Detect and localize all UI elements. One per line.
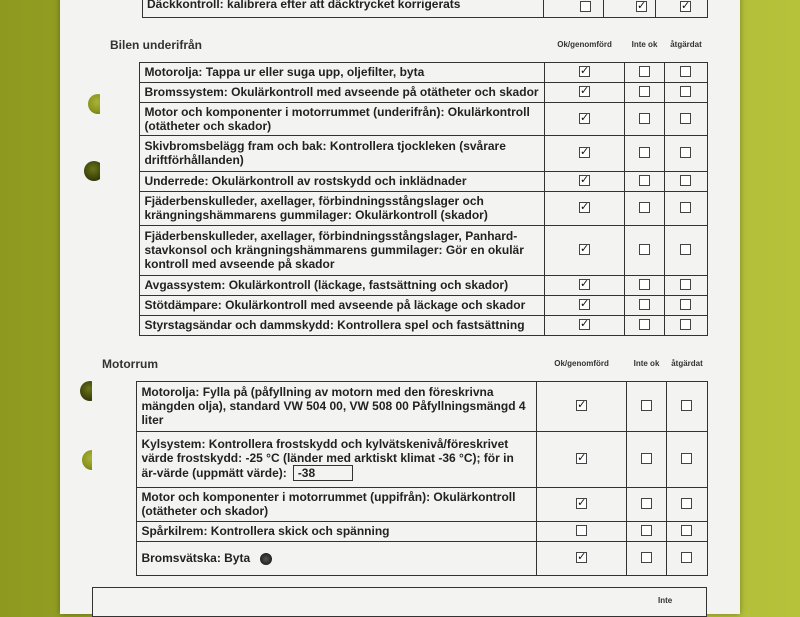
row-label: Motorolja: Tappa ur eller suga upp, oljefilter, byta	[144, 65, 425, 79]
row-label: Motorolja: Fylla på (påfyllning av motorn med den föreskrivna mängden olja), standard VW 504 00, VW 508 00 Påfyllningsmängd 4 liter	[141, 385, 526, 427]
check-ok-checkbox[interactable]	[579, 147, 590, 158]
table-row	[92, 381, 708, 431]
check-ok-checkbox[interactable]	[579, 175, 590, 186]
check-ok-checkbox[interactable]	[579, 319, 590, 330]
row-label: Bromssystem: Okulärkontroll med avseende på otätheter och skador	[144, 85, 539, 99]
check-ok-checkbox[interactable]	[579, 86, 590, 97]
check-ok-checkbox[interactable]	[579, 299, 590, 310]
col-header-ok: Ok/genomförd	[554, 359, 609, 369]
top-row-check-notok[interactable]	[636, 1, 647, 12]
section-engine-bay	[92, 347, 708, 576]
row-label: Underrede: Okulärkontroll av rostskydd och inklädnader	[144, 174, 467, 188]
check-fixed-checkbox[interactable]	[680, 202, 691, 213]
check-notok-checkbox[interactable]	[641, 400, 652, 411]
check-ok-checkbox[interactable]	[576, 498, 587, 509]
col-header-fragment: Inte	[658, 596, 673, 605]
check-notok-checkbox[interactable]	[639, 175, 650, 186]
check-fixed-checkbox[interactable]	[680, 66, 691, 77]
top-row-check-fixed[interactable]	[680, 1, 691, 12]
table-row	[100, 191, 708, 225]
top-partial-row	[142, 0, 708, 18]
row-label: Styrstagsändar och dammskydd: Kontrollera spel och fastsättning	[144, 318, 525, 332]
table-row	[100, 102, 708, 135]
table-row	[100, 171, 708, 191]
check-notok-checkbox[interactable]	[639, 299, 650, 310]
col-header-fixed: åtgärdat	[670, 40, 702, 50]
top-row-label: Däckkontroll: kalibrera efter att däcktrycket korrigerats	[147, 0, 461, 11]
col-header-fixed: åtgärdat	[671, 359, 703, 369]
check-ok-checkbox[interactable]	[579, 113, 590, 124]
check-ok-checkbox[interactable]	[579, 66, 590, 77]
col-header-notok: Inte ok	[633, 359, 660, 369]
section-underbody	[100, 28, 708, 336]
check-fixed-checkbox[interactable]	[680, 244, 691, 255]
check-fixed-checkbox[interactable]	[680, 113, 691, 124]
check-notok-checkbox[interactable]	[639, 147, 650, 158]
check-notok-checkbox[interactable]	[639, 279, 650, 290]
check-notok-checkbox[interactable]	[639, 244, 650, 255]
table-row	[92, 521, 708, 541]
table-row	[92, 431, 708, 487]
check-fixed-checkbox[interactable]	[681, 498, 692, 509]
check-fixed-checkbox[interactable]	[680, 175, 691, 186]
check-fixed-checkbox[interactable]	[680, 147, 691, 158]
section-title: Bilen underifrån	[110, 37, 203, 52]
check-ok-checkbox[interactable]	[579, 279, 590, 290]
table-row	[100, 315, 708, 335]
check-notok-checkbox[interactable]	[639, 113, 650, 124]
rivet-icon	[260, 553, 272, 565]
check-ok-checkbox[interactable]	[576, 552, 587, 563]
row-label: Fjäderbenskulleder, axellager, förbindningsstångslager och krängningshämmarens gummilager: Okulärkontroll (skador)	[144, 194, 488, 222]
check-notok-checkbox[interactable]	[639, 202, 650, 213]
check-fixed-checkbox[interactable]	[681, 552, 692, 563]
check-ok-checkbox[interactable]	[579, 244, 590, 255]
check-fixed-checkbox[interactable]	[681, 525, 692, 536]
row-label: Spårkilrem: Kontrollera skick och spänning	[141, 524, 390, 538]
check-notok-checkbox[interactable]	[639, 86, 650, 97]
check-notok-checkbox[interactable]	[641, 525, 652, 536]
table-row	[100, 82, 708, 102]
row-label: Skivbromsbelägg fram och bak: Kontrollera tjockleken (svårare driftförhållanden)	[144, 139, 506, 167]
check-ok-checkbox[interactable]	[576, 400, 587, 411]
col-header-notok: Inte ok	[631, 40, 658, 50]
check-notok-checkbox[interactable]	[639, 66, 650, 77]
table-row	[100, 62, 708, 82]
check-ok-checkbox[interactable]	[576, 453, 587, 464]
check-fixed-checkbox[interactable]	[680, 299, 691, 310]
check-fixed-checkbox[interactable]	[680, 319, 691, 330]
check-fixed-checkbox[interactable]	[680, 279, 691, 290]
table-row	[100, 275, 708, 295]
table-row	[92, 487, 708, 521]
check-fixed-checkbox[interactable]	[681, 400, 692, 411]
row-label: Avgassystem: Okulärkontroll (läckage, fastsättning och skador)	[144, 278, 509, 292]
check-ok-checkbox[interactable]	[576, 525, 587, 536]
section-title: Motorrum	[102, 356, 158, 371]
check-notok-checkbox[interactable]	[641, 498, 652, 509]
check-fixed-checkbox[interactable]	[681, 453, 692, 464]
check-fixed-checkbox[interactable]	[680, 86, 691, 97]
row-label: Kylsystem: Kontrollera frostskydd och kylvätskenivå/föreskrivet värde frostskydd: -25 °C (länder med arktiskt klimat -36 °C); för in är-värde (uppmätt värde):	[141, 437, 514, 480]
col-header-ok: Ok/genomförd	[557, 40, 612, 50]
check-notok-checkbox[interactable]	[641, 552, 652, 563]
row-label: Motor och komponenter i motorrummet (uppifrån): Okulärkontroll (otätheter och skador)	[141, 490, 516, 518]
table-row	[100, 135, 708, 171]
next-section-partial	[92, 587, 707, 617]
table-row	[100, 225, 708, 275]
top-row-check-ok[interactable]	[580, 1, 591, 12]
row-label: Motor och komponenter i motorrummet (underifrån): Okulärkontroll (otätheter och skador)	[144, 104, 530, 133]
check-notok-checkbox[interactable]	[639, 319, 650, 330]
row-label: Fjäderbenskulleder, axellager, förbindningsstångslager, Panhard-stavkonsol och krängningshämmarens gummilager: Gör en okulär kontroll med avseende på skador	[144, 229, 524, 271]
table-row	[92, 541, 708, 575]
row-label: Stötdämpare: Okulärkontroll med avseende på läckage och skador	[144, 298, 526, 312]
table-row	[100, 295, 708, 315]
measured-value-field[interactable]: -38	[293, 465, 353, 481]
row-label: Bromsvätska: Byta	[141, 551, 251, 565]
check-notok-checkbox[interactable]	[641, 453, 652, 464]
check-ok-checkbox[interactable]	[579, 202, 590, 213]
